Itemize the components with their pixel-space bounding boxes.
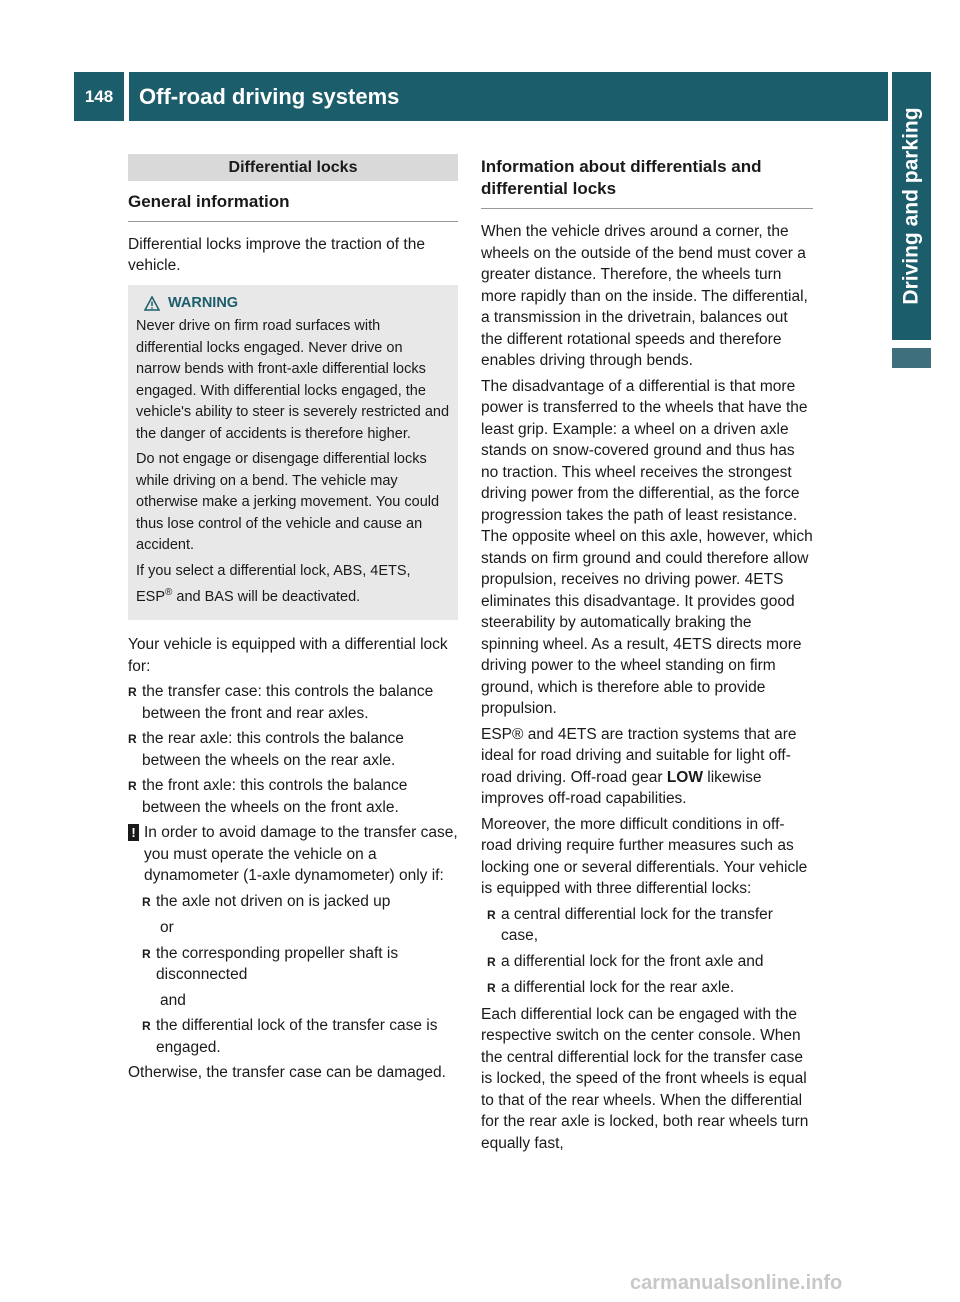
paragraph: When the vehicle drives around a corner, the wheels on the outside of the bend must cover a greater distance. Therefore, the wheels turn more rapidly than on the inside. The differential, a transmission in the drivetrain, balances out the different rotational speeds and therefore enables driving through bends. (481, 223, 808, 369)
bullet-marker: R (142, 946, 151, 961)
intro-text: Differential locks improve the traction of the vehicle. (128, 235, 425, 274)
subheading: General information (128, 191, 458, 222)
warning-box (128, 285, 458, 621)
list-item (142, 891, 458, 914)
list-item (142, 1015, 458, 1058)
otherwise-text: Otherwise, the transfer case can be damaged. (128, 1064, 446, 1082)
list-item (142, 943, 458, 986)
list-item-text: the differential lock of the transfer case is engaged. (156, 1017, 438, 1056)
conjunction-and: and (160, 991, 186, 1009)
watermark: carmanualsonline.info (630, 1272, 843, 1294)
paragraph (481, 724, 813, 810)
equipped-text: Your vehicle is equipped with a differential lock for: (128, 636, 448, 675)
right-column (481, 154, 813, 1158)
list-item (487, 951, 813, 974)
note-text: In order to avoid damage to the transfer case, you must operate the vehicle on a dynamometer (1-axle dynamometer) only if: (144, 824, 458, 885)
bullet-marker: R (128, 732, 137, 747)
list-item-text: a central differential lock for the transfer case, (501, 905, 773, 944)
bullet-marker: R (487, 954, 496, 969)
note (128, 822, 458, 887)
paragraph: The disadvantage of a differential is that more power is transferred to the wheels that have the least grip. Example: a wheel on a driven axle stands on snow-covered ground and thus has no traction. This wheel receives the strongest driving power from the differential, as the force progression takes the path of least resistance. The opposite wheel on this axle, however, which stands on firm ground and could therefore allow propulsion, receives no driving power. 4ETS eliminates this disadvantage. It provides good steerability by automatically braking the spinning wheel. As a result, 4ETS directs more driving power to the wheel standing on firm ground, which is therefore able to provide propulsion. (481, 377, 813, 717)
bullet-marker: R (128, 685, 137, 700)
conjunction-or: or (160, 919, 174, 937)
list-item-text: the transfer case: this controls the balance between the front and rear axles. (142, 683, 434, 722)
left-column (128, 154, 458, 1088)
registered-mark: ® (165, 587, 173, 598)
list-item-text: a differential lock for the front axle and (501, 952, 764, 970)
side-tab-marker (892, 348, 931, 368)
right-heading: Information about differentials and differential locks (481, 154, 813, 209)
bullet-marker: R (487, 907, 496, 922)
list-item-text: the front axle: this controls the balance between the wheels on the front axle. (142, 777, 408, 816)
list-item-text: the axle not driven on is jacked up (156, 892, 391, 910)
bullet-marker: R (142, 1019, 151, 1034)
paragraph-text: likewise improves off-road capabilities. (481, 768, 762, 807)
list-item-text: the rear axle: this controls the balance between the wheels on the rear axle. (142, 730, 404, 769)
warning-paragraph: Do not engage or disengage differential locks while driving on a bend. The vehicle may otherwise make a jerking movement. You could thus lose control of the vehicle and cause an accident. (136, 451, 440, 553)
lock-list (481, 904, 813, 1000)
bullet-marker: R (487, 981, 496, 995)
bullet-marker: R (128, 779, 137, 794)
warning-text: If you select a differential lock, ABS, 4ETS, ESP (136, 562, 411, 605)
list-item (487, 977, 813, 1000)
exclamation-icon: ! (128, 824, 139, 841)
page-number: 148 (74, 72, 124, 121)
paragraph-text: ESP® and 4ETS are traction systems that are ideal for road driving and suitable for light off-road driving. Off-road gear (481, 725, 797, 786)
gear-low-label: LOW (666, 768, 703, 786)
list-item (128, 681, 458, 724)
list-item (128, 775, 458, 818)
side-tab-label-wrap (892, 72, 931, 340)
warning-header (144, 293, 450, 315)
paragraph: Moreover, the more difficult conditions in off-road driving require further measures such as locking one or several differentials. Your vehicle is equipped with three differential locks: (481, 815, 808, 897)
list-item-text: a differential lock for the rear axle. (501, 979, 735, 996)
warning-triangle-icon (144, 296, 160, 311)
warning-title: WARNING (168, 294, 239, 311)
side-tab-label: Driving and parking (899, 107, 923, 305)
list-item (128, 728, 458, 771)
section-title: Differential locks (128, 154, 458, 181)
list-item-text: the corresponding propeller shaft is disconnected (156, 944, 399, 984)
warning-paragraph: Never drive on firm road surfaces with differential locks engaged. Never drive on narrow bends with front-axle differential locks engaged. With differential locks engaged, the vehicle's ability to steer is severely restricted and the danger of accidents is therefore higher. (136, 318, 450, 442)
warning-text: and BAS will be deactivated. (172, 588, 361, 605)
bullet-marker: R (142, 894, 151, 909)
list-item (487, 904, 813, 947)
page-title: Off-road driving systems (129, 72, 888, 121)
paragraph: Each differential lock can be engaged with the respective switch on the center console. When the central differential lock for the transfer case is locked, the speed of the front wheels is equal to that of the rear wheels. When the differential for the rear axle is locked, both rear wheels turn equally fast, (481, 1005, 809, 1152)
warning-paragraph (136, 561, 450, 609)
note-list (128, 891, 458, 1059)
